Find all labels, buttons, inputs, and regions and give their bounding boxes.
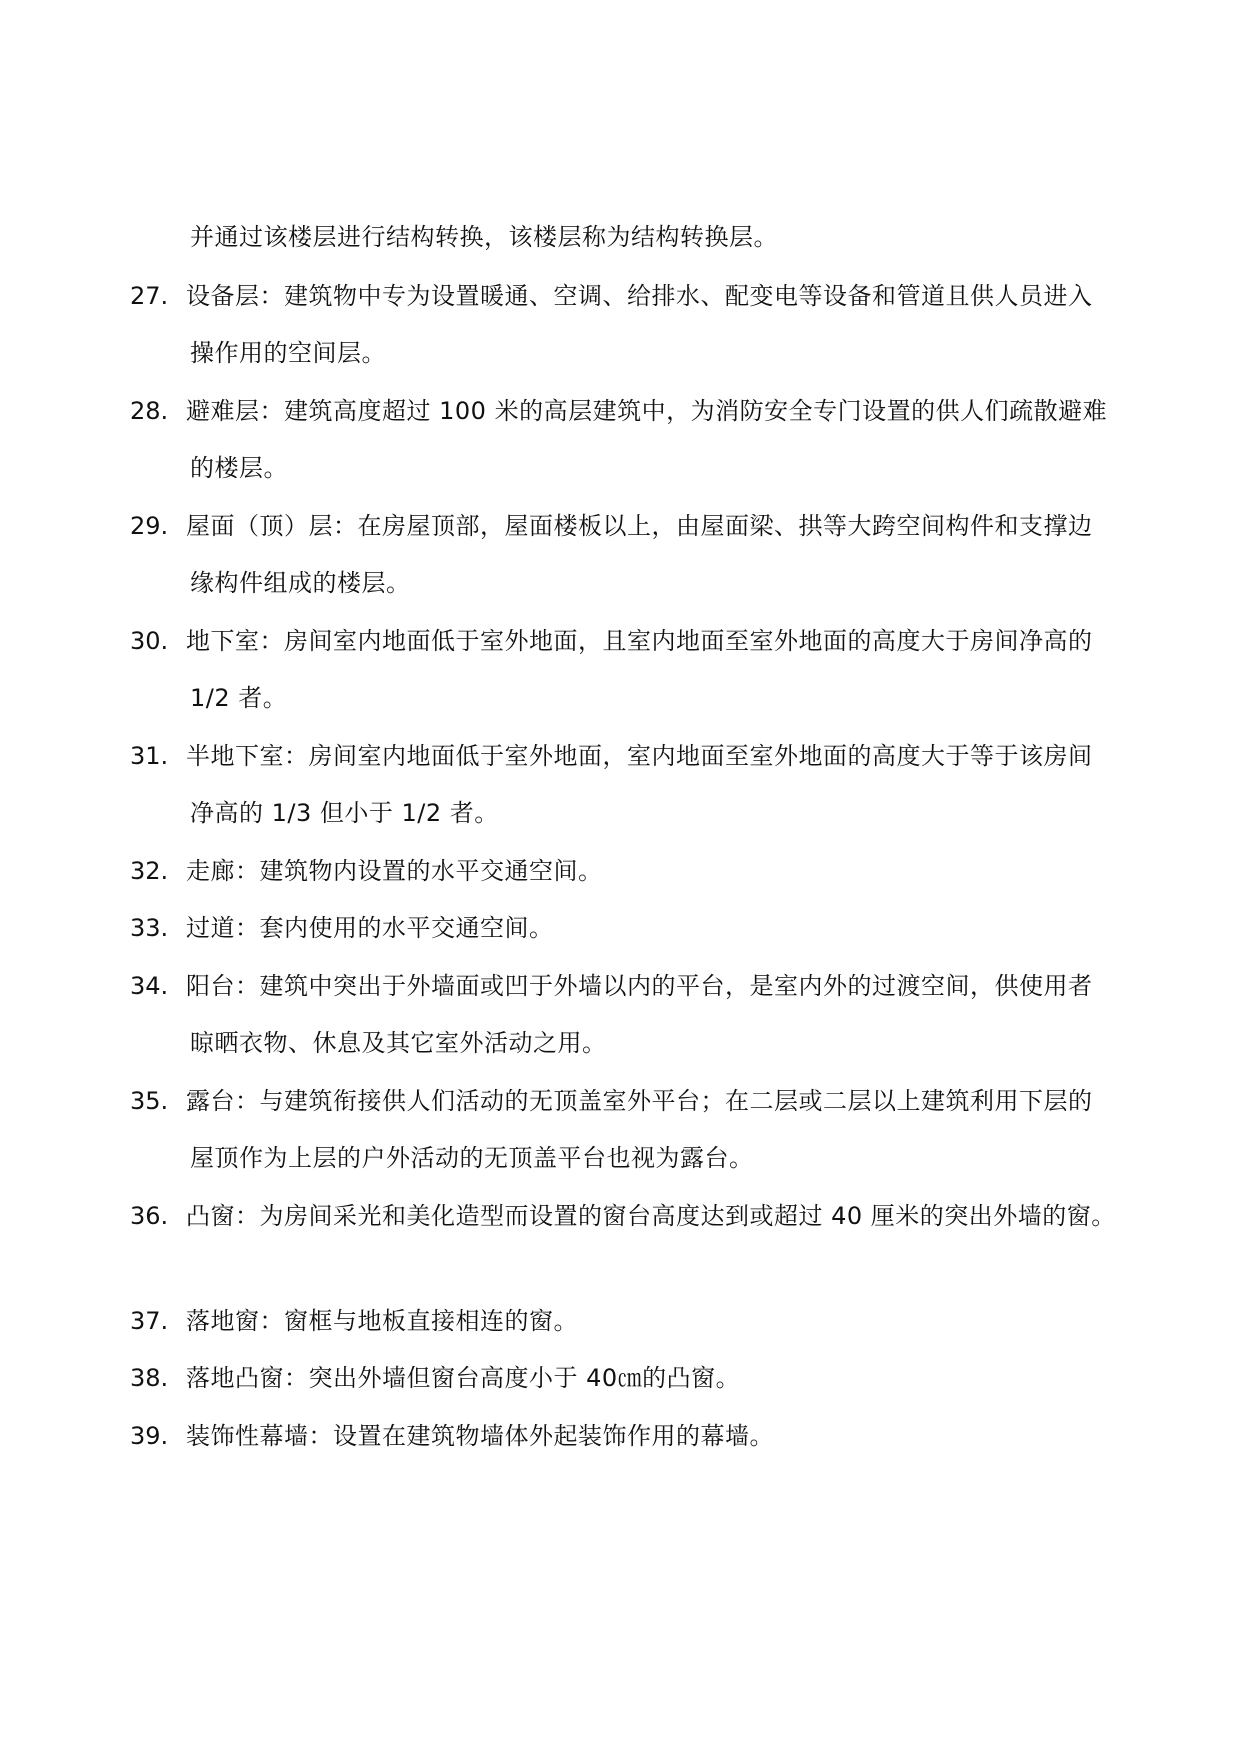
item-text: 露台：与建筑衔接供人们活动的无顶盖室外平台；在二层或二层以上建筑利用下层的 bbox=[186, 1087, 1093, 1115]
item-text-continued: 的楼层。 bbox=[190, 454, 288, 482]
item-text-continued: 1/2 者。 bbox=[190, 684, 288, 712]
item-text: 避难层：建筑高度超过 100 米的高层建筑中，为消防安全专门设置的供人们疏散避难 bbox=[186, 397, 1108, 425]
continuation-text: 并通过该楼层进行结构转换，该楼层称为结构转换层。 bbox=[190, 223, 778, 251]
item-text: 过道：套内使用的水平交通空间。 bbox=[186, 914, 554, 942]
item-text: 凸窗：为房间采光和美化造型而设置的窗台高度达到或超过 40 厘米的突出外墙的窗。 bbox=[186, 1202, 1116, 1230]
item-text: 设备层：建筑物中专为设置暖通、空调、给排水、配变电等设备和管道且供人员进入 bbox=[186, 282, 1093, 310]
item-text: 半地下室：房间室内地面低于室外地面，室内地面至室外地面的高度大于等于该房间 bbox=[186, 742, 1093, 770]
item-number: 35. bbox=[130, 1087, 169, 1115]
item-text-continued: 屋顶作为上层的户外活动的无顶盖平台也视为露台。 bbox=[190, 1144, 754, 1172]
item-number: 27. bbox=[130, 282, 169, 310]
item-text: 阳台：建筑中突出于外墙面或凹于外墙以内的平台，是室内外的过渡空间，供使用者 bbox=[186, 972, 1093, 1000]
item-number: 29. bbox=[130, 512, 169, 540]
item-number: 36. bbox=[130, 1202, 169, 1230]
item-number: 32. bbox=[130, 857, 169, 885]
item-text-continued: 缘构件组成的楼层。 bbox=[190, 569, 411, 597]
item-number: 34. bbox=[130, 972, 169, 1000]
item-text-continued: 净高的 1/3 但小于 1/2 者。 bbox=[190, 799, 499, 827]
item-number: 39. bbox=[130, 1422, 169, 1450]
item-text-continued: 晾晒衣物、休息及其它室外活动之用。 bbox=[190, 1029, 607, 1057]
item-text: 走廊：建筑物内设置的水平交通空间。 bbox=[186, 857, 603, 885]
item-text: 落地凸窗：突出外墙但窗台高度小于 40㎝的凸窗。 bbox=[186, 1364, 741, 1392]
item-text: 装饰性幕墙：设置在建筑物墙体外起装饰作用的幕墙。 bbox=[186, 1422, 774, 1450]
item-text: 地下室：房间室内地面低于室外地面，且室内地面至室外地面的高度大于房间净高的 bbox=[186, 627, 1093, 655]
item-number: 31. bbox=[130, 742, 169, 770]
item-number: 28. bbox=[130, 397, 169, 425]
item-number: 33. bbox=[130, 914, 169, 942]
item-text: 屋面（顶）层：在房屋顶部，屋面楼板以上，由屋面梁、拱等大跨空间构件和支撑边 bbox=[186, 512, 1093, 540]
item-number: 38. bbox=[130, 1364, 169, 1392]
item-text-continued: 操作用的空间层。 bbox=[190, 339, 386, 367]
item-number: 30. bbox=[130, 627, 169, 655]
item-number: 37. bbox=[130, 1307, 169, 1335]
item-text: 落地窗：窗框与地板直接相连的窗。 bbox=[186, 1307, 578, 1335]
